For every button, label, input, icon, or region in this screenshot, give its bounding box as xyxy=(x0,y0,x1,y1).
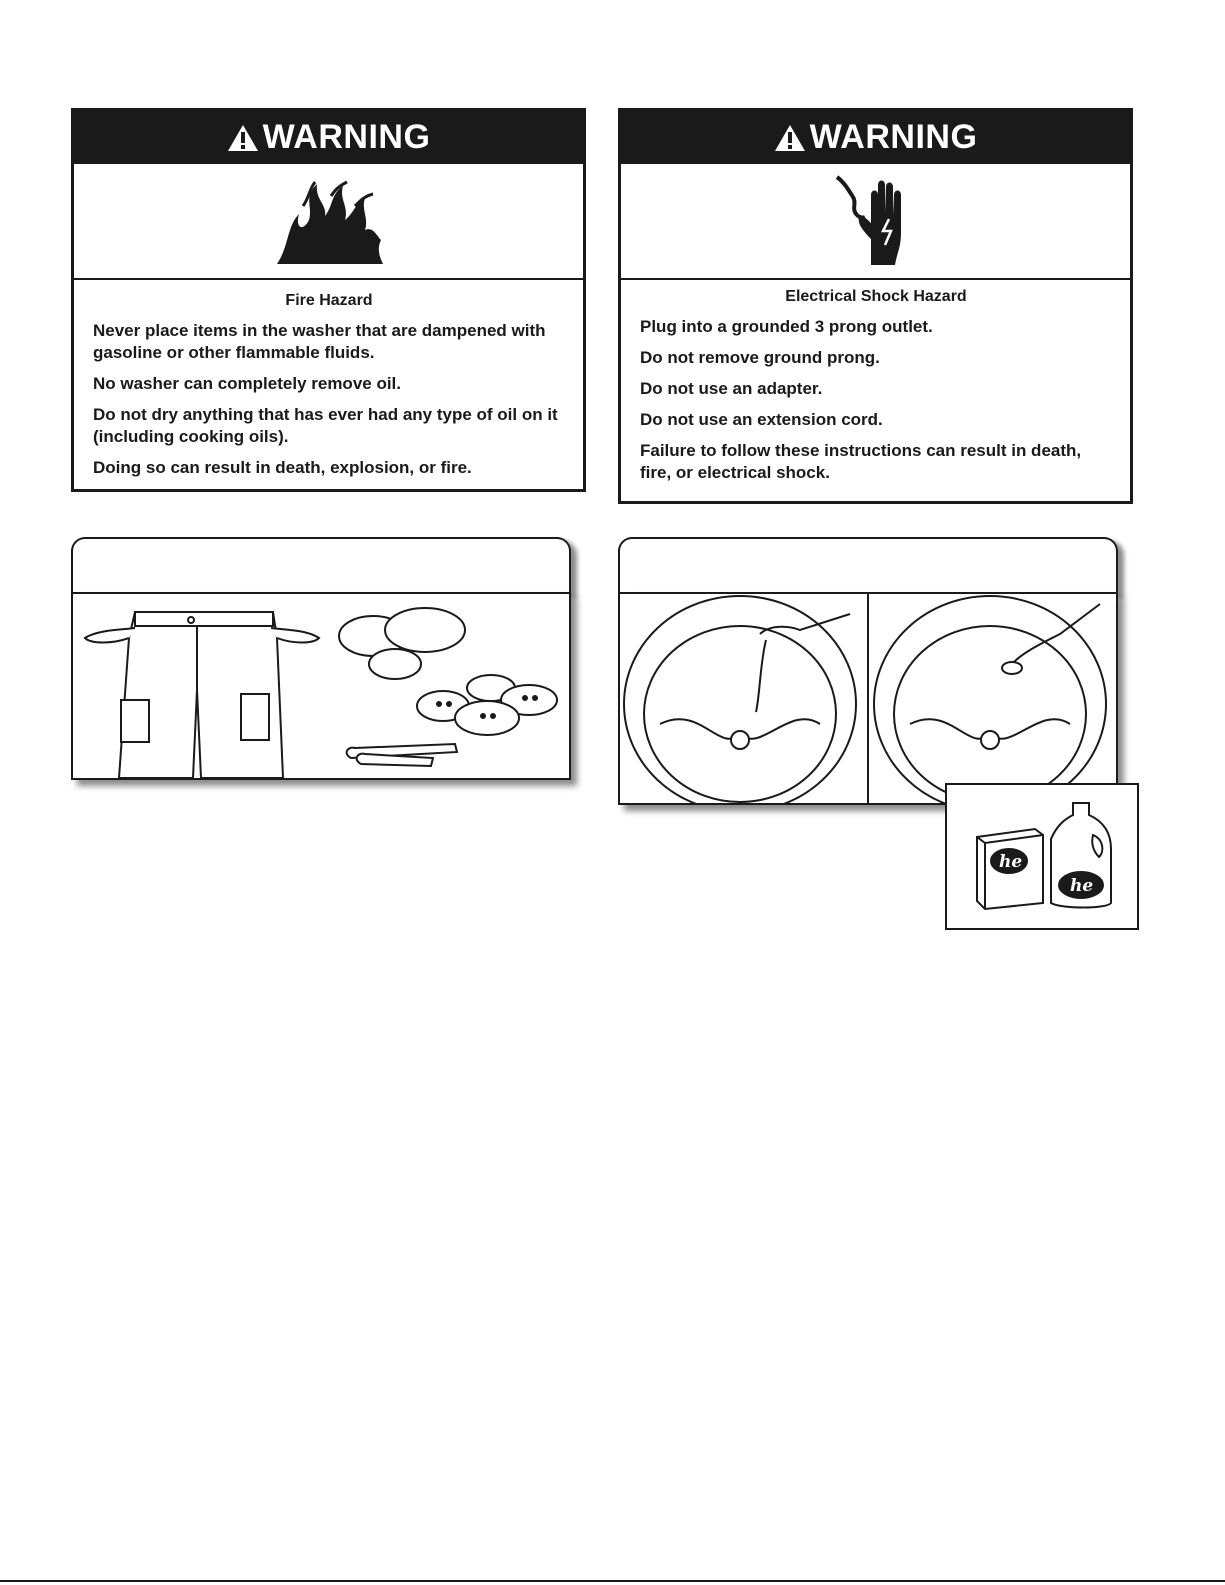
pockets-illustration xyxy=(71,592,571,780)
hazard-subtitle: Electrical Shock Hazard xyxy=(785,288,967,305)
warning-line: Doing so can result in death, explosion, or fire. xyxy=(93,458,472,477)
hazard-subtitle: Fire Hazard xyxy=(285,292,373,309)
washer-tub-detergent-illustration xyxy=(620,594,1116,803)
panel-tab xyxy=(618,537,1118,595)
fire-icon-area xyxy=(74,164,583,280)
buttons-icon xyxy=(417,675,557,735)
he-detergent-icon xyxy=(947,785,1137,928)
warning-line: Plug into a grounded 3 prong outlet. xyxy=(640,317,933,336)
warning-line: Do not dry anything that has ever had any type of oil on it (including cooking oils). xyxy=(93,405,558,446)
fire-icon xyxy=(269,176,389,266)
electrical-shock-warning xyxy=(618,108,1133,504)
warning-line: Never place items in the washer that are dampened with gasoline or other flammable fluids. xyxy=(93,321,546,362)
warning-line: No washer can completely remove oil. xyxy=(93,374,402,393)
coins-icon xyxy=(339,608,465,679)
add-detergent-panel xyxy=(618,537,1118,896)
warning-line: Do not use an extension cord. xyxy=(640,410,883,429)
warning-triangle-icon xyxy=(774,124,806,152)
bottle-he-label: he xyxy=(1070,876,1094,896)
he-detergent-inset xyxy=(945,783,1139,930)
box-he-label: he xyxy=(999,852,1023,872)
warning-triangle-icon xyxy=(227,124,259,152)
warning-header xyxy=(74,111,583,164)
warning-title: WARNING xyxy=(809,118,978,156)
safety-pins-icon xyxy=(347,744,457,766)
warning-line: Do not use an adapter. xyxy=(640,379,823,398)
pants-icon xyxy=(85,612,319,778)
page-bottom-rule xyxy=(0,1580,1225,1582)
shock-icon-area xyxy=(621,164,1130,280)
empty-pockets-panel xyxy=(71,537,571,779)
warning-line: Do not remove ground prong. xyxy=(640,348,880,367)
fire-hazard-warning xyxy=(71,108,586,492)
electrical-shock-hand-icon xyxy=(831,173,921,269)
pants-coins-buttons-pins-illustration xyxy=(73,594,569,778)
warning-title: WARNING xyxy=(262,118,431,156)
washer-illustration xyxy=(618,592,1118,805)
warning-line: Failure to follow these instructions can result in death, fire, or electrical shock. xyxy=(640,441,1082,482)
warning-header xyxy=(621,111,1130,164)
panel-tab xyxy=(71,537,571,595)
